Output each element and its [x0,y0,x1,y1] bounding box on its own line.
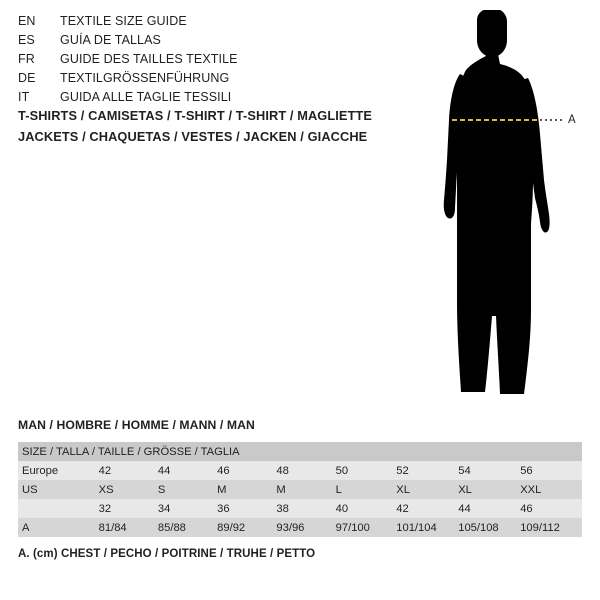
cell: 56 [520,461,582,480]
language-code: FR [18,52,35,66]
cell: 36 [217,499,276,518]
cell: 46 [520,499,582,518]
silhouette-icon [400,10,600,410]
footnote: A. (cm) CHEST / PECHO / POITRINE / TRUHE / PETTO [18,548,316,560]
cell: 54 [458,461,520,480]
language-row [18,33,378,52]
cell: 93/96 [276,518,335,537]
cell: 44 [458,499,520,518]
row-label: A [18,518,99,537]
cell: L [336,480,397,499]
language-text: GUÍA DE TALLAS [60,33,161,47]
cell: XL [458,480,520,499]
cell: 42 [99,461,158,480]
table-row [18,461,582,480]
table-header-row [18,442,582,461]
language-row [18,90,378,109]
cell: XS [99,480,158,499]
cell: S [158,480,217,499]
cell: 52 [396,461,458,480]
cell: XXL [520,480,582,499]
cell: 44 [158,461,217,480]
cell: 109/112 [520,518,582,537]
cell: 101/104 [396,518,458,537]
product-category-list [18,108,418,150]
body-silhouette-figure [400,10,600,410]
cell: 38 [276,499,335,518]
row-label: Europe [18,461,99,480]
language-text: GUIDE DES TAILLES TEXTILE [60,52,238,66]
language-row [18,14,378,33]
row-label: US [18,480,99,499]
table-row [18,518,582,537]
language-text: TEXTILE SIZE GUIDE [60,14,187,28]
language-code: DE [18,71,36,85]
cell: 40 [336,499,397,518]
cell: XL [396,480,458,499]
callout-label-a: A [568,114,576,126]
cell: 97/100 [336,518,397,537]
cell: M [276,480,335,499]
cell: 42 [396,499,458,518]
language-guide-list [18,14,378,109]
cell: 85/88 [158,518,217,537]
cell: 50 [336,461,397,480]
row-label [18,499,99,518]
category-tshirts: T-SHIRTS / CAMISETAS / T-SHIRT / T-SHIRT / MAGLIETTE [18,108,373,123]
language-text: TEXTILGRÖSSENFÜHRUNG [60,71,230,85]
table-header-label: SIZE / TALLA / TAILLE / GRÖSSE / TAGLIA [18,442,582,461]
category-jackets: JACKETS / CHAQUETAS / VESTES / JACKEN / GIACCHE [18,129,368,144]
size-table [18,442,582,537]
table-row [18,499,582,518]
language-text: GUIDA ALLE TAGLIE TESSILI [60,90,232,104]
cell: 81/84 [99,518,158,537]
language-code: ES [18,33,35,47]
gender-label: MAN / HOMBRE / HOMME / MANN / MAN [18,418,255,432]
cell: 34 [158,499,217,518]
cell: 48 [276,461,335,480]
language-row [18,71,378,90]
language-code: IT [18,90,30,104]
cell: 32 [99,499,158,518]
cell: 46 [217,461,276,480]
language-code: EN [18,14,36,28]
language-row [18,52,378,71]
cell: M [217,480,276,499]
cell: 89/92 [217,518,276,537]
table-row [18,480,582,499]
cell: 105/108 [458,518,520,537]
